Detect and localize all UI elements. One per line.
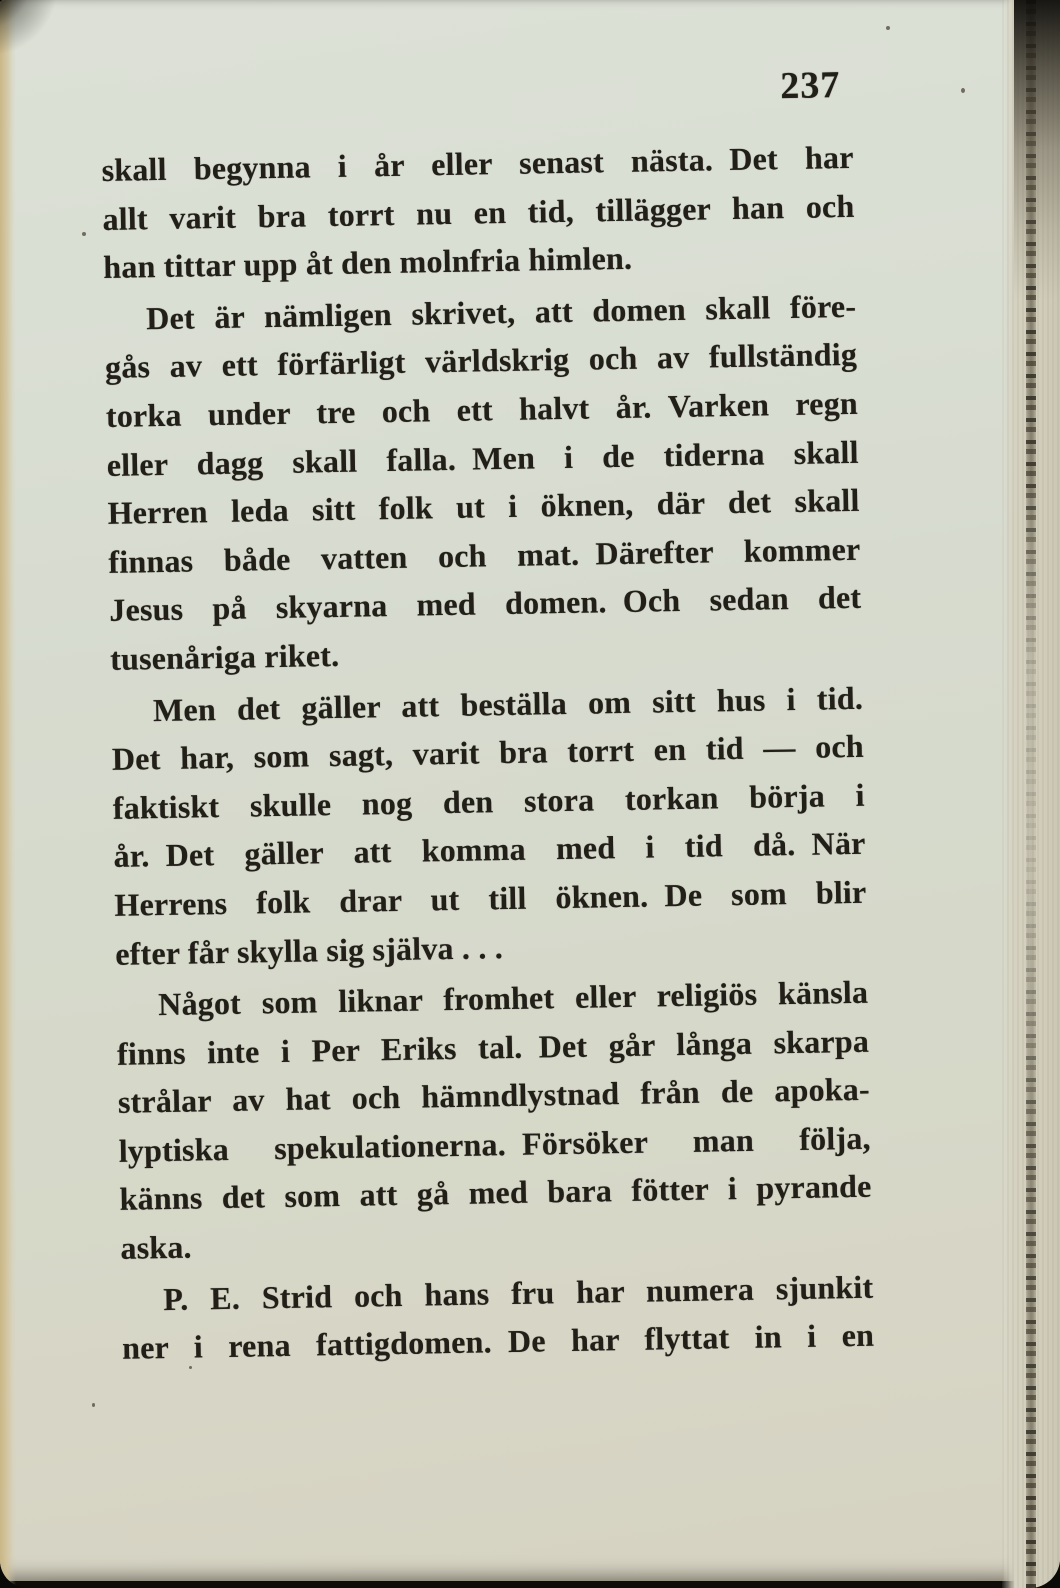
text-line: Men det gäller att beställa om sitt hus i tid. [152, 679, 864, 728]
text-block [101, 133, 874, 1373]
book-edge-outer [1048, 0, 1060, 1588]
paragraph [121, 1262, 875, 1372]
text-line: tusenåriga riket. [109, 636, 340, 677]
page-content [100, 63, 875, 1376]
paragraph [101, 133, 855, 292]
text-line: känns det som att gå med bara fötter i pyrande [119, 1168, 872, 1218]
text-line: aska. [120, 1228, 193, 1266]
paragraph [111, 673, 868, 978]
text-line: strålar av hat och hämndlystnad från de apoka- [117, 1071, 871, 1121]
paragraph [116, 968, 873, 1273]
text-line: eller dagg skall falla. Men i de tiderna skall [106, 433, 859, 483]
text-line: finns inte i Per Eriks tal. Det går långa skarpa [116, 1022, 870, 1072]
text-line: faktiskt skulle nog den stora torkan börja i [112, 776, 865, 826]
page-number: 237 [779, 64, 841, 108]
text-line: Det har, som sagt, varit bra torrt en tid — och [111, 727, 865, 778]
text-line: år. Det gäller att komma med i tid då. När [113, 825, 866, 875]
text-line: Herrens folk drar ut till öknen. De som blir [114, 873, 867, 923]
text-line: lyptiska spekulationerna. Försöker man följa, [118, 1119, 871, 1169]
text-line: finnas både vatten och mat. Därefter kommer [108, 530, 861, 580]
text-line: gås av ett förfärligt världskrig och av fullständig [104, 336, 858, 386]
text-line: Herren leda sitt folk ut i öknen, där det skall [107, 481, 860, 532]
text-line: Jesus på skyarna med domen. Och sedan det [109, 579, 862, 629]
text-line: allt varit bra torrt nu en tid, tillägger han och [102, 187, 855, 237]
paragraph [104, 282, 863, 684]
text-line: Något som liknar fromhet eller religiös känsla [157, 973, 869, 1023]
text-line: han tittar upp åt den molnfria himlen. [103, 239, 633, 286]
page-edge-crease-line [1026, 0, 1036, 1588]
text-line: skall begynna i år eller senast nästa. Det har [101, 138, 854, 188]
text-line: Det är nämligen skrivet, att domen skall före- [145, 287, 857, 337]
text-line: ner i rena fattigdomen. De har flyttat in i en [121, 1316, 875, 1367]
adjacent-page-edge [0, 0, 16, 1588]
text-line: P. E. Strid och hans fru har numera sjunkit [163, 1268, 874, 1317]
text-line: torka under tre och ett halvt år. Varken regn [105, 384, 859, 434]
text-line: efter får skylla sig själva . . . [115, 928, 504, 972]
